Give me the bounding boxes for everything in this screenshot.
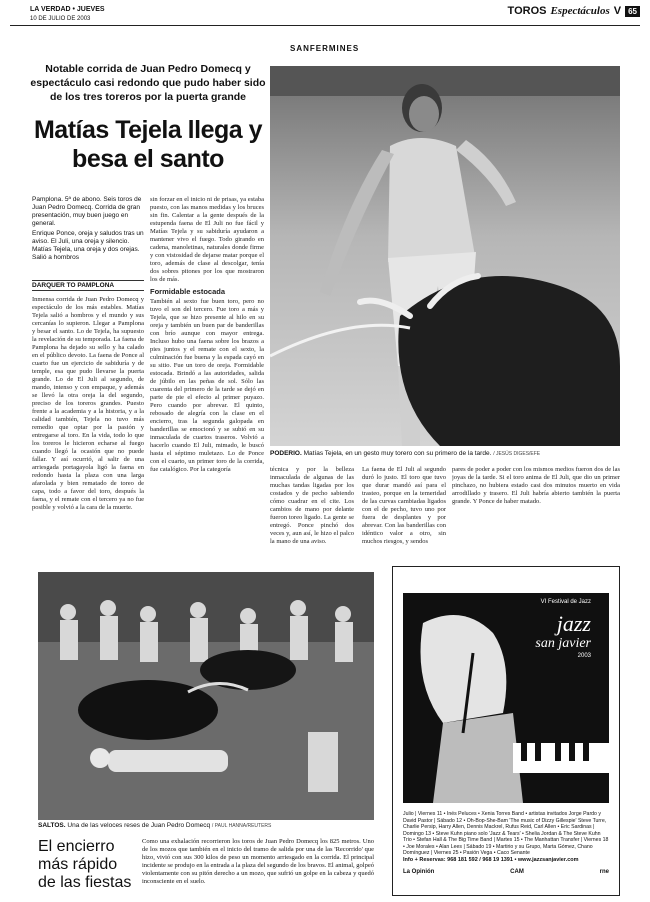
- caption-label: SALTOS.: [38, 822, 66, 829]
- section-label: TOROS: [507, 5, 547, 17]
- summary-paragraph: Pamplona. 5ª de abono. Seis toros de Juan Pedro Domecq. Corrida de gran presentación, muy buen juego en general.: [32, 196, 142, 227]
- caption-text: Una de las veloces reses de Juan Pedro Domecq: [65, 822, 211, 829]
- byline: DARQUER TO PAMPLONA: [32, 280, 144, 291]
- encierro-text: Como una exhalación recorrieron los toros de Juan Pedro Domecq los 825 metros. Uno de los mozos que también en el inicio del tramo de salida por una de las 'Recorrido' que hizo, vivió con sus 300 kilos de peso un momento arriesgado en la corrida. El principal incidente se produjo en la entrada a la plaza del segundo de los bravos. El animal, golpeó violentamente con su pitón derecho a un mozo, que sufrió un golpe en la cabeza y quedó inconsciente en el suelo.: [142, 838, 374, 885]
- section-italic: Espectáculos: [550, 5, 610, 17]
- section-header: [508, 5, 640, 17]
- column-text: sin forzar en el inicio ni de prisas, ya estaba puesto, con las manos medidas y los bruces sin fin. Calentar a la gente después de la estupenda faena de El Juli no fue fácil y Matías Tejela y su sabiduría ayudaron a mantener vivo el fuego. Todo girando en cadena, manoletinas, naturales donde firme y con vistosidad de dejarse matar porque el toro, además de clase al descolgar, tenía dos sobres pitones por los que mostraron los de más.: [150, 196, 264, 283]
- publication-date: 10 DE JULIO DE 2003: [30, 16, 91, 22]
- section-roman: V: [613, 5, 622, 17]
- bullfight-summary: [32, 196, 144, 264]
- jazz-poster-art: [403, 593, 609, 803]
- article-column-4: La faena de El Juli al segundo duró lo justo. El toro que tuvo que durar mandó así para el trasteo, porque en la temeridad de las curvas cambiadas ligados con el de pecho, tuvo uno por fuera de desplantes y por abrevar. Con las banderillas con idéntico valor a otro, sin muchos riesgos, y sendos: [362, 466, 446, 545]
- main-photo-caption: [270, 450, 620, 457]
- jazz-title: jazz: [556, 611, 591, 636]
- sponsor-logo: CAM: [510, 869, 524, 875]
- photo-credit: / PAUL HANNA/REUTERS: [211, 823, 272, 829]
- photo-credit: / JESÚS DIGES/EFE: [493, 451, 541, 457]
- page-number: 65: [625, 6, 640, 17]
- article-column-1: Inmensa corrida de Juan Pedro Domecq y espectáculo de los más estables. Matías Tejela salió a hombros y el mundo y sus cercanías lo supieron. Llegar a Pamplona y besar el santo. Lo de Tejela, ha supuesto la revelación de su temporada. La faena de Pamplona ha dejado su sello y ha calado en el público devoto. La faena de Ponce al cuarto fue un ejercicio de sabiduría y de temple, esa que pudo llevarse la puerta grande. Lo de El Juli al segundo, de mando, intenso y con empaque, y además se llevó la otra oreja la del segundo, preciso de los toreros grandes. Puesto frente a la academia y a la historia, y a la calidad también, Tejela no tuvo más remedio que optar por la pasión y entregarse al toro. En la vida, todo lo que los toreros le hicieron echarse al fuego cuando llegó la ocasión que no puede fallar. Y así ocurrió, al salir de una arriesgada portagayola ligó la faena en redondo hasta la plaza con una larga afarolada y bien rematado de toreo de capa, todo a favor del toro, después la faena, y el remate con el tercero ya no fue posible y volvió a la cara de la muerte.: [32, 296, 144, 511]
- article-kicker: Notable corrida de Juan Pedro Domecq y espectáculo casi redondo que pudo haber sido de los tres toreros por la puerta grande: [30, 63, 266, 103]
- section-title: SANFERMINES: [290, 44, 360, 53]
- sponsor-logos: [403, 869, 609, 875]
- festival-info: Info + Reservas: 968 181 592 / 968 19 1391 • www.jazzsanjavier.com: [403, 857, 579, 863]
- page-header: [10, 4, 640, 26]
- bottom-photo-caption: [38, 822, 374, 829]
- publication-name: LA VERDAD • JUEVES: [30, 6, 105, 13]
- jazz-location: san javier: [535, 636, 591, 651]
- column-text: También al sexto fue buen toro, pero no tuvo el son del tercero. Fue toro a más y Tejela, que se hizo presente al hilo en su oreja y también un buen par de banderillas con brío aunque con mayor entrega. Incluso hubo una faena sobre los brazos a pies juntos y el remate con el sexto, la culminación fue buena y la espada cayó en su sitio. Fue un toro de oreja. Formidable estocada. Brindó a las autoridades, salida de júbilo en las peñas de sol. Sólo las cuarenta del primero de la tarde se dejó en parte de pie el efecto al primer puyazo. Pero cuando por abrevar. El quinto, rebosado de alegría con la clase en el encierro, tras la segunda galopada en banderillas se emocionó y se subió en su inmaculada de cuartos traseros. Volvió a hacerlo cuando El Juli, mimado, le buscó hasta el séptimo muletazo. Lo de Ponce con el cuarto, un primer toro de la corrida, fue catalógico. Por la categoría: [150, 298, 264, 473]
- summary-paragraph: Enrique Ponce, oreja y saludos tras un aviso. El Juli, una oreja y silencio. Matías Tejela, una oreja y dos orejas. Salió a hombros: [32, 230, 144, 261]
- encierro-photo: [38, 572, 374, 820]
- festival-year: 2003: [577, 653, 591, 659]
- article-column-5: pares de poder a poder con los mismos medios fueron dos de las joyas de la tarde. Si el toro anima de El Juli, que dio un primer pinchazo, no hubiera estado casi dos minutos muerto en vida arrodillado y trasero. El Juli habría abierto también la puerta grande. Y Ponce de haber matado.: [452, 466, 620, 505]
- article-headline: Matías Tejela llega y besa el santo: [33, 116, 263, 173]
- bullfighter-photo: [270, 66, 620, 446]
- article-column-2: [150, 196, 264, 566]
- article-column-3: técnica y por la belleza inmaculada de algunas de las muchas tandas ligadas por los costados y de pecho sabiendo cómo cuadrar en el cite. Los cambios de mano por delante fueron toreo ligado. La gente se entregó. Ponce pinchó dos veces y, aun así, le hizo el palco la mano de una aviso.: [270, 466, 354, 545]
- jazz-festival-ad: [392, 566, 620, 896]
- caption-text: Matías Tejela, en un gesto muy torero con su primero de la tarde.: [301, 450, 492, 457]
- subheading: Formidable estocada: [150, 287, 226, 296]
- festival-name: VI Festival de Jazz: [540, 599, 591, 605]
- encierro-headline: El encierro más rápido de las fiestas: [38, 838, 132, 891]
- sponsor-logo: rne: [599, 869, 609, 875]
- caption-label: PODERIO.: [270, 450, 302, 457]
- sponsor-logo: La Opinión: [403, 869, 435, 875]
- festival-program: Julio | Viernes 11 • Inés Peluces • Xenia Torres Band • artistas invitados Jorge Pardo y David Pastor | Sábado 12 • Oh-Bop-She-Bam 'The music of Dizzy Gillespie' Steve Turre, Charlie Persip, Harry Allen, Dennis Mackrel, Rufus Reid, Carl Allen • Eric Sardinas | Domingo 13 • Steve Kuhn piano solo 'Jazz & Tears' • Shelia Jordan & The Steve Kuhn Trio • Stefan Hall & The Big Time Band | Martes 15 • The Manhattan Transfer | Viernes 18 • Joe Morales • Alan Lees | Sábado 19 • Martirio y su Grupo, Marta Gómez, Chano Domínguez | Viernes 25 • Pasión Vega • Caco Senante: [403, 811, 609, 856]
